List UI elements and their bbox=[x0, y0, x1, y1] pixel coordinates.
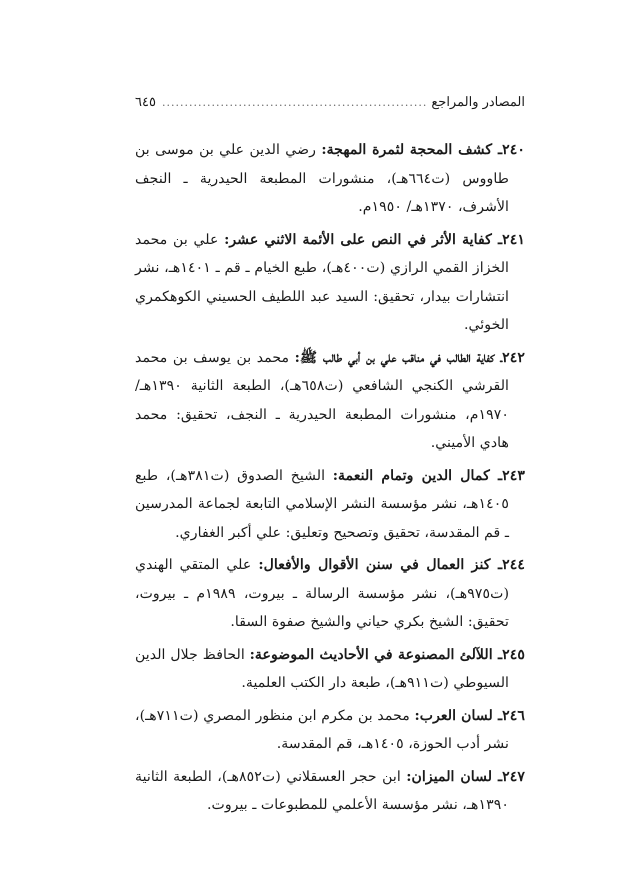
entry-details: علي بن محمد الخزاز القمي الرازي (ت٤٠٠هـ)، طبع الخيام ـ قم ـ ١٤٠١هـ، نشر انتشارات بيدار، تحقيق: السيد عبد اللطيف الحسيني الكوهكمري الخوئي. bbox=[135, 231, 509, 333]
running-head-title: المصادر والمراجع bbox=[431, 95, 525, 110]
bibliography-entry-240 bbox=[135, 136, 525, 222]
bibliography-entry-243 bbox=[135, 462, 525, 548]
entry-details: ابن حجر العسقلاني (ت٨٥٢هـ)، الطبعة الثانية ١٣٩٠هـ، نشر مؤسسة الأعلمي للمطبوعات ـ بيروت. bbox=[135, 768, 509, 813]
bibliography-entry-246 bbox=[135, 702, 525, 759]
bibliography-entry-245 bbox=[135, 641, 525, 698]
bibliography-entry-244 bbox=[135, 551, 525, 637]
entry-details: محمد بن يوسف بن محمد القرشي الكنجي الشافعي (ت٦٥٨هـ)، الطبعة الثانية ١٣٩٠هـ/ ١٩٧٠م، منشورات المطبعة الحيدرية ـ النجف، تحقيق: محمد هادي الأميني. bbox=[135, 349, 509, 451]
entry-heading: ٢٤٢ـ كفاية الطالب في مناقب علي بن أبي طالب ﷺ: bbox=[294, 349, 525, 366]
entry-heading: ٢٤٤ـ كنز العمال في سنن الأقوال والأفعال: bbox=[258, 557, 525, 573]
entry-heading: ٢٤٠ـ كشف المحجة لثمرة المهجة: bbox=[321, 142, 525, 158]
bibliography-list bbox=[135, 136, 525, 824]
entry-heading: ٢٤٧ـ لسان الميزان: bbox=[406, 768, 525, 785]
entry-details: رضي الدين علي بن موسى بن طاووس (ت٦٦٤هـ)، منشورات المطبعة الحيدرية ـ النجف الأشرف، ١٣٧٠هـ/ ١٩٥٠م. bbox=[135, 142, 509, 215]
entry-heading: ٢٤٥ـ اللآلئ المصنوعة في الأحاديث الموضوعة: bbox=[249, 646, 525, 663]
entry-details: علي المتقي الهندي (ت٩٧٥هـ)، نشر مؤسسة الرسالة ـ بيروت، ١٩٨٩م ـ بيروت، تحقيق: الشيخ بكري حياني والشيخ صفوة السقا. bbox=[135, 557, 509, 630]
bibliography-entry-242 bbox=[135, 344, 525, 458]
bibliography-entry-247 bbox=[135, 763, 525, 820]
entry-heading: ٢٤٦ـ لسان العرب: bbox=[414, 707, 525, 724]
running-head-leader-dots bbox=[160, 96, 427, 109]
entry-heading: ٢٤٣ـ كمال الدين وتمام النعمة: bbox=[332, 467, 526, 484]
page-number: ٦٤٥ bbox=[135, 95, 156, 110]
bibliography-entry-241 bbox=[135, 226, 525, 340]
entry-heading: ٢٤١ـ كفاية الأثر في النص على الأئمة الاثني عشر: bbox=[224, 231, 525, 248]
running-head bbox=[135, 95, 525, 117]
entry-details: الحافظ جلال الدين السيوطي (ت٩١١هـ)، طبعة دار الكتب العلمية. bbox=[135, 646, 509, 691]
entry-details: محمد بن مكرم ابن منظور المصري (ت٧١١هـ)، نشر أدب الحوزة، ١٤٠٥هـ، قم المقدسة. bbox=[135, 707, 509, 752]
entry-details: الشيخ الصدوق (ت٣٨١هـ)، طبع ١٤٠٥هـ، نشر مؤسسة النشر الإسلامي التابعة لجماعة المدرسين ـ قم المقدسة، تحقيق وتصحيح وتعليق: علي أكبر الغفاري. bbox=[135, 467, 509, 541]
